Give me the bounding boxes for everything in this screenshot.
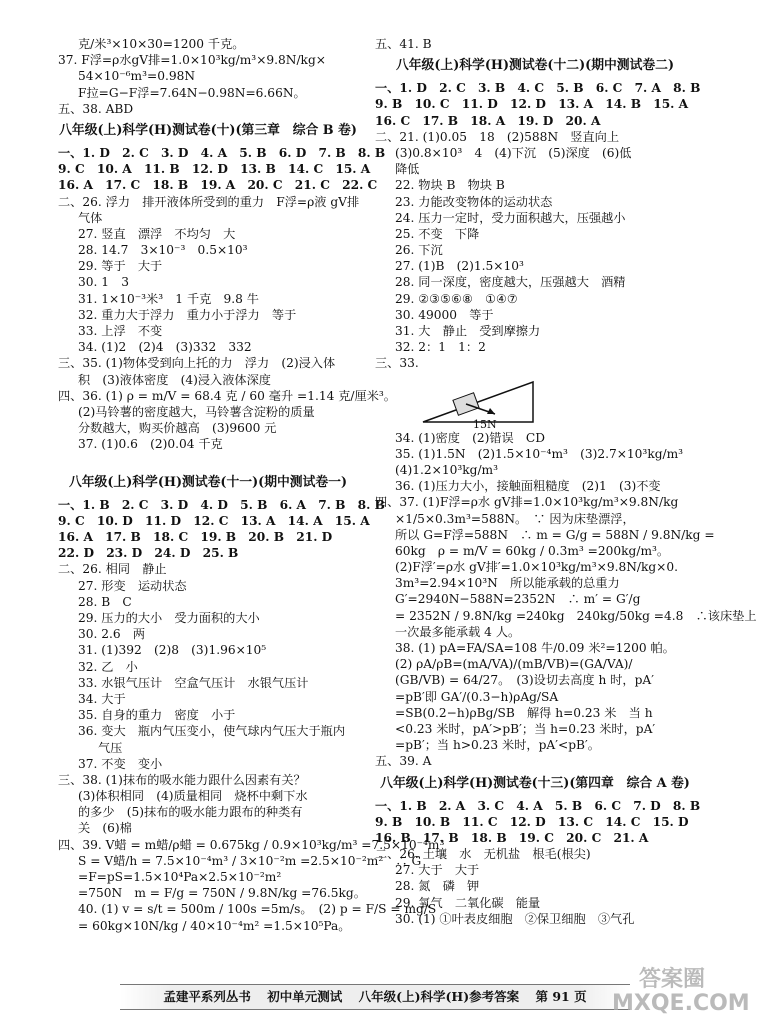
- answer-line: 29. 氧气 二氧化碳 能量: [395, 895, 541, 910]
- answer-line: 32. 2：1 1：2: [395, 340, 486, 355]
- answer-line: 五、38. ABD: [58, 101, 134, 116]
- answer-line: 3m³=2.94×10³N 所以能承载的总重力: [395, 576, 620, 591]
- answer-line: 22. 物块 B 物块 B: [395, 178, 505, 193]
- answer-line: (4)1.2×10³kg/m³: [395, 462, 498, 477]
- answer-line: 一、1. B 2. A 3. C 4. A 5. B 6. C 7. D 8. B: [375, 798, 701, 813]
- test-section-heading: 八年级(上)科学(H)测试卷(十三)(第四章 综合 A 卷): [380, 775, 690, 791]
- answer-line: 29. 等于 大于: [78, 259, 163, 274]
- answer-line: 二、26. 相同 静止: [58, 562, 167, 577]
- answer-line: (2)马铃薯的密度越大，马铃薯含淀粉的质量: [78, 404, 315, 419]
- answer-line: 26. 下沉: [395, 243, 443, 258]
- answer-line: 36. 变大 瓶内气压变小，使气球内气压大于瓶内: [78, 724, 346, 739]
- answer-line: 31. (1)392 (2)8 (3)1.96×10⁵: [78, 643, 267, 658]
- answer-line: 16. A 17. C 18. B 19. A 20. C 21. C 22. C: [58, 178, 378, 193]
- answer-line: 24. 压力一定时，受力面积越大，压强越小: [395, 210, 626, 225]
- answer-line: 27. 竖直 漂浮 不均匀 大: [78, 226, 236, 241]
- answer-line: 30. 49000 等于: [395, 307, 494, 322]
- answer-line: 30. 1 3: [78, 275, 129, 290]
- book-name: 初中单元测试: [267, 989, 343, 1004]
- answer-line: 35. 自身的重力 密度 小于: [78, 708, 236, 723]
- site-watermark: 答案圈 MXQE.COM: [612, 967, 750, 1016]
- answer-line: = 2352N / 9.8N/kg =240kg 240kg/50kg =4.8 ∴该床垫上: [395, 608, 757, 623]
- answer-line: =F=pS=1.5×10⁴Pa×2.5×10⁻²m²: [78, 870, 282, 884]
- answer-line: 36. (1)压力大小，接触面粗糙度 (2)1 (3)不变: [395, 479, 661, 494]
- right-answer-column: [375, 36, 757, 927]
- answer-line: 34. 大于: [78, 691, 126, 706]
- answer-line: =750N m = F/g = 750N / 9.8N/kg =76.5kg。: [78, 886, 366, 901]
- answer-line: 27. (1)B (2)1.5×10³: [395, 259, 524, 274]
- answer-line: 28. B C: [78, 594, 132, 609]
- answer-line: 气压: [98, 740, 123, 755]
- answer-line: (2) ρA/ρB=(mA/VA)/(mB/VB)=(GA/VA)/: [395, 657, 633, 672]
- answer-line: 16. C 17. B 18. A 19. D 20. A: [375, 113, 601, 128]
- answer-line: 27. 形变 运动状态: [78, 578, 187, 593]
- answer-line: 31. 1×10⁻³米³ 1 千克 9.8 牛: [78, 291, 259, 306]
- answer-line: [58, 453, 358, 469]
- answer-line: 30. (1) ①叶表皮细胞 ②保卫细胞 ③气孔: [395, 911, 635, 926]
- answer-line: 23. 力能改变物体的运动状态: [395, 194, 553, 209]
- answer-line: 二、21. (1)0.05 18 (2)588N 竖直向上: [375, 129, 620, 144]
- test-section-heading: 八年级(上)科学(H)测试卷(十二)(期中测试卷二): [395, 58, 675, 74]
- answer-line: 35. (1)1.5N (2)1.5×10⁻⁴m³ (3)2.7×10³kg/m³: [395, 446, 684, 461]
- force-diagram: [375, 372, 695, 430]
- answer-line: 33. 水银气压计 空盒气压计 水银气压计: [78, 675, 309, 690]
- answer-line: 28. 14.7 3×10⁻³ 0.5×10³: [78, 243, 248, 258]
- answer-line: 34. (1)2 (2)4 (3)332 332: [78, 340, 252, 355]
- answer-line: 33. 上浮 不变: [78, 324, 163, 338]
- answer-line: 32. 乙 小: [78, 659, 138, 674]
- answer-line: 40. (1) v = s/t = 500m / 100s =5m/s。 (2) p = F/S = mg/S: [78, 902, 437, 917]
- answer-line: 34. (1)密度 (2)错误 CD: [395, 430, 546, 445]
- answer-line: 二、26. 土壤 水 无机盐 根毛(根尖): [375, 847, 591, 862]
- answer-subject: 八年级(上)科学(H)参考答案: [358, 989, 520, 1004]
- answer-line: 54×10⁻⁶m³=0.98N: [78, 69, 196, 84]
- series-name: 孟建平系列丛书: [163, 989, 251, 1004]
- answer-line: 37. F浮=ρ水gV排=1.0×10³kg/m³×9.8N/kg×: [58, 53, 326, 68]
- answer-line: = 60kg×10N/kg / 40×10⁻⁴m² =1.5×10⁵Pa。: [78, 918, 351, 933]
- answer-line: 9. C 10. D 11. D 12. C 13. A 14. A 15. A: [58, 513, 370, 528]
- answer-line: 二、26. 浮力 排开液体所受到的重力 F浮=ρ液 gV排: [58, 194, 360, 209]
- answer-line: 所以 G=F浮=588N ∴ m = G/g = 588N / 9.8N/kg =: [395, 527, 715, 542]
- answer-line: 一、1. D 2. C 3. B 4. C 5. B 6. C 7. A 8. B: [375, 81, 701, 96]
- answer-line: 一次最多能承载 4 人。: [395, 624, 521, 639]
- force-label: 15N: [473, 417, 497, 431]
- answer-line: 9. C 10. A 11. B 12. D 13. B 14. C 15. A: [58, 162, 371, 177]
- answer-line: 30. 2.6 两: [78, 627, 146, 642]
- answer-line: 60kg ρ = m/V = 60kg / 0.3m³ =200kg/m³。: [395, 543, 670, 558]
- answer-line: 五、39. A: [375, 754, 432, 769]
- answer-line: F拉=G−F浮=7.64N−0.98N=6.66N。: [78, 85, 306, 100]
- answer-line: 的多少 (5)抹布的吸水能力跟布的种类有: [78, 805, 303, 820]
- answer-line: 一、1. D 2. C 3. D 4. A 5. B 6. D 7. B 8. B: [58, 145, 386, 160]
- answer-line: =pB′；当 h>0.23 米时，pA′<pB′。: [395, 738, 600, 753]
- answer-line: S = V蜡/h = 7.5×10⁻⁴m³ / 3×10⁻²m =2.5×10⁻²m² ∴ G: [78, 853, 422, 868]
- answer-line: 分数越大，购买价越高 (3)9600 元: [78, 421, 277, 436]
- answer-line: 28. 氮 磷 钾: [395, 879, 480, 894]
- answer-line: =pB′即 GA′/(0.3−h)ρAg/SA: [395, 689, 559, 704]
- answer-line: 气体: [78, 210, 103, 225]
- answer-line: 28. 同一深度，密度越大，压强越大 酒精: [395, 275, 626, 290]
- answer-line: =SB(0.2−h)ρBg/SB 解得 h=0.23 米 当 h: [395, 705, 653, 720]
- answer-line: 四、37. (1)F浮=ρ水 gV排=1.0×10³kg/m³×9.8N/kg: [375, 495, 679, 510]
- answer-line: <0.23 米时，pA′>pB′；当 h=0.23 米时，pA′: [395, 721, 656, 736]
- page-number: 第 91 页: [535, 989, 587, 1004]
- answer-line: 38. (1) pA=FA/SA=108 牛/0.09 米²=1200 帕。: [395, 641, 675, 655]
- answer-line: 22. D 23. D 24. D 25. B: [58, 546, 239, 561]
- answer-line: G′=2940N−588N=2352N ∴ m′ = G′/g: [395, 592, 641, 607]
- answer-line: 16. B 17. B 18. B 19. C 20. C 21. A: [375, 830, 649, 845]
- answer-line: 关 (6)棉: [78, 821, 132, 836]
- answer-line: 37. 不变 变小: [78, 756, 163, 771]
- answer-line: (GB/VB) = 64/27。 (3)设切去高度 h 时，pA′: [395, 673, 654, 688]
- answer-line: ×1/5×0.3m³=588N。 ∵ 因为床垫漂浮，: [395, 511, 635, 526]
- answer-line: 37. (1)0.6 (2)0.04 千克: [78, 437, 223, 452]
- answer-line: (3)0.8×10³ 4 (4)下沉 (5)深度 (6)低: [395, 145, 632, 160]
- test-section-heading: 八年级(上)科学(H)测试卷(十)(第三章 综合 B 卷): [59, 122, 357, 138]
- answer-line: 三、35. (1)物体受到向上托的力 浮力 (2)浸入体: [58, 356, 336, 371]
- answer-line: 29. 压力的大小 受力面积的大小: [78, 611, 260, 625]
- answer-line: (2)F浮′=ρ水 gV排′=1.0×10³kg/m³×9.8N/kg×0.: [395, 560, 678, 575]
- answer-line: 16. A 17. B 18. C 19. B 20. B 21. D: [58, 530, 333, 545]
- answer-line: 25. 不变 下降: [395, 226, 480, 241]
- answer-line: 9. B 10. C 11. D 12. D 13. A 14. B 15. A: [375, 97, 689, 112]
- answer-line: 31. 大 静止 受到摩擦力: [395, 324, 541, 338]
- answer-line: 降低: [395, 162, 420, 177]
- answer-line: 32. 重力大于浮力 重力小于浮力 等于: [78, 307, 297, 322]
- answer-line: 五、41. B: [375, 37, 432, 51]
- answer-line: 四、36. (1) ρ = m/V = 68.4 克 / 60 毫升 =1.14 克/厘米³。: [58, 388, 396, 403]
- answer-line: 三、38. (1)抹布的吸水能力跟什么因素有关？: [58, 772, 306, 787]
- answer-line: 克/米³×10×30=1200 千克。: [78, 37, 245, 51]
- answer-line: 积 (3)液体密度 (4)浸入液体深度: [78, 372, 271, 387]
- answer-line: 9. B 10. B 11. C 12. D 13. C 14. C 15. D: [375, 814, 689, 829]
- answer-line: 一、1. B 2. C 3. D 4. D 5. B 6. A 7. B 8. B: [58, 497, 385, 512]
- answer-line: 四、39. V蜡 = m蜡/ρ蜡 = 0.675kg / 0.9×10³kg/m³ =7.5×10⁻⁴m³: [58, 837, 445, 852]
- page-footer: [120, 984, 630, 1010]
- question-33-label: 三、33.: [375, 356, 419, 371]
- answer-line: 27. 大于 大于: [395, 863, 480, 878]
- answer-line: (3)体积相同 (4)质量相同 烧杯中剩下水: [78, 789, 308, 804]
- answer-line: 29. ②③⑤⑥⑧ ①④⑦: [395, 291, 518, 306]
- test-section-heading: 八年级(上)科学(H)测试卷(十一)(期中测试卷一): [68, 474, 348, 490]
